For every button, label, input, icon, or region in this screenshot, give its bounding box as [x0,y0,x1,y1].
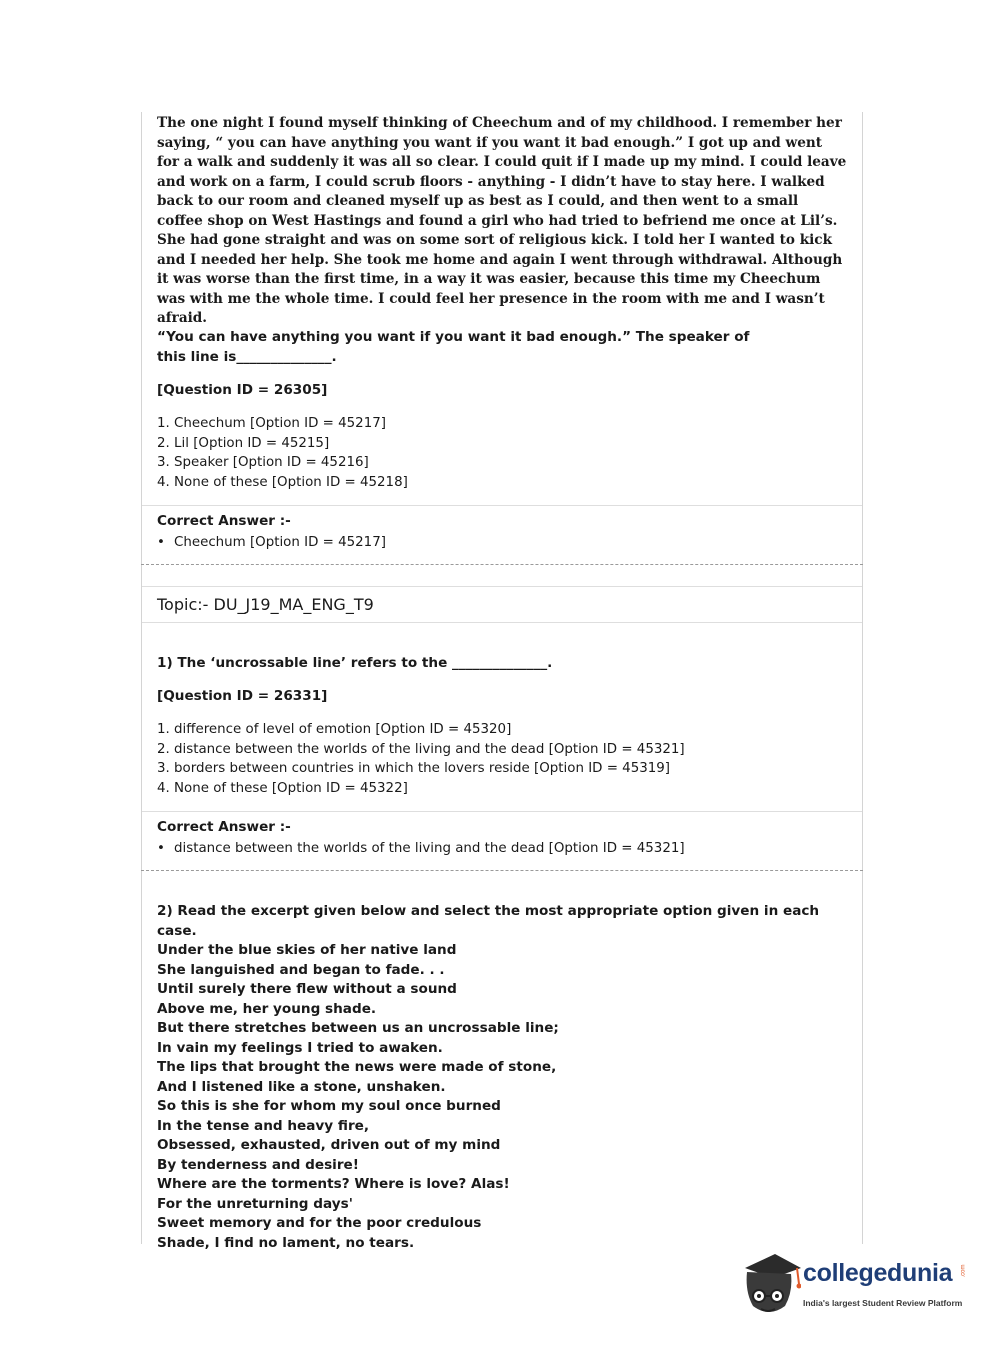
poem-line: Shade, I find no lament, no tears. [157,1234,415,1251]
logo-wordmark: collegedunia [803,1259,953,1287]
correct-answer-item [157,841,877,856]
correct-answer-text: Cheechum [Option ID = 45217] [174,535,386,550]
mascot-icon [741,1246,801,1318]
passage-block [142,114,877,329]
poem-line: Where are the torments? Where is love? Alas! [157,1176,510,1192]
poem-line: Obsessed, exhausted, driven out of my mind [157,1137,501,1153]
poem-line: For the unreturning days' [157,1195,353,1212]
correct-answer-item [157,535,877,550]
poem-line: Under the blue skies of her native land [157,942,457,958]
poem-line: So this is she for whom my soul once burned [157,1098,501,1114]
option-item: 1. Cheechum [Option ID = 45217] [157,416,386,431]
correct-answer-label: Correct Answer :- [157,513,291,529]
option-item: 3. borders between countries in which the lovers reside [Option ID = 45319] [157,761,671,776]
divider [142,586,862,587]
option-item: 2. distance between the worlds of the living and the dead [Option ID = 45321] [157,741,685,757]
divider [142,622,862,623]
poem-excerpt [157,941,877,1253]
options-1 [142,720,877,798]
question-id-prev [142,382,877,398]
question-id: [Question ID = 26305] [157,382,328,398]
collegedunia-logo[interactable] [741,1246,981,1326]
logo-tagline: India's largest Student Review Platform [803,1298,963,1308]
correct-answer-prev [142,513,877,550]
bullet-icon: • [157,841,165,856]
divider [142,811,862,812]
dashed-separator [141,870,863,871]
question-text: 2) Read the excerpt given below and select the most appropriate option given in each case. [157,903,820,939]
poem-line: The lips that brought the news were made of stone, [157,1059,557,1075]
poem-line: Above me, her young shade. [157,1000,377,1017]
divider [142,505,862,506]
correct-answer-1 [142,819,877,856]
option-item: 4. None of these [Option ID = 45218] [157,474,408,490]
question-1 [142,654,877,674]
option-item: 1. difference of level of emotion [Option ID = 45320] [157,722,512,737]
correct-answer-text: distance between the worlds of the living and the dead [Option ID = 45321] [174,841,685,856]
logo-suffix: .com [960,1264,967,1278]
option-item: 3. Speaker [Option ID = 45216] [157,455,369,470]
passage-text: The one night I found myself thinking of Cheechum and of my childhood. I remember her saying, “ you can have anything you want if you want it bad enough.” I got up and went for a walk and suddenly it was all so clear. I could quit if I made up my mind. I could leave and work on a farm, I could scrub floors - anything - I didn’t have to stay here. I walked back to our room and cleaned myself up as best as I could, and then went to a small coffee shop on West Hastings and found a girl who had tried to befriend me once at Lil’s. She had gone straight and was on some sort of religious kick. I told her I wanted to kick and I needed her help. She took me home and again I went through withdrawal. Although it was worse than the first time, in a way it was easier, because this time my Cheechum was with me the whole time. I could feel her presence in the room with me and I wasn’t afraid. [157,115,847,326]
document-frame [141,112,863,1251]
option-item: 2. Lil [Option ID = 45215] [157,435,330,451]
poem-line: Sweet memory and for the poor credulous [157,1215,482,1231]
question-id-1 [142,688,877,704]
option-item: 4. None of these [Option ID = 45322] [157,780,408,796]
correct-answer-label: Correct Answer :- [157,819,291,835]
question-id: [Question ID = 26331] [157,688,328,704]
poem-line: And I listened like a stone, unshaken. [157,1078,446,1095]
question-2 [142,902,877,1253]
bullet-icon: • [157,535,165,550]
question-text: “You can have anything you want if you want it bad enough.” The speaker of this line is______________. [157,329,750,365]
poem-line: She languished and began to fade. . . [157,961,445,978]
topic-title: Topic:- DU_J19_MA_ENG_T9 [157,595,374,614]
question-text: 1) The ‘uncrossable line’ refers to the ______________. [157,655,553,671]
topic-header [142,595,877,614]
poem-line: In vain my feelings I tried to awaken. [157,1039,443,1056]
dashed-separator [141,564,863,565]
poem-line: By tenderness and desire! [157,1156,359,1173]
poem-line: But there stretches between us an uncrossable line; [157,1020,559,1036]
options-prev [142,414,877,492]
poem-line: In the tense and heavy fire, [157,1117,370,1134]
question-prev [142,328,877,367]
poem-line: Until surely there flew without a sound [157,981,457,997]
